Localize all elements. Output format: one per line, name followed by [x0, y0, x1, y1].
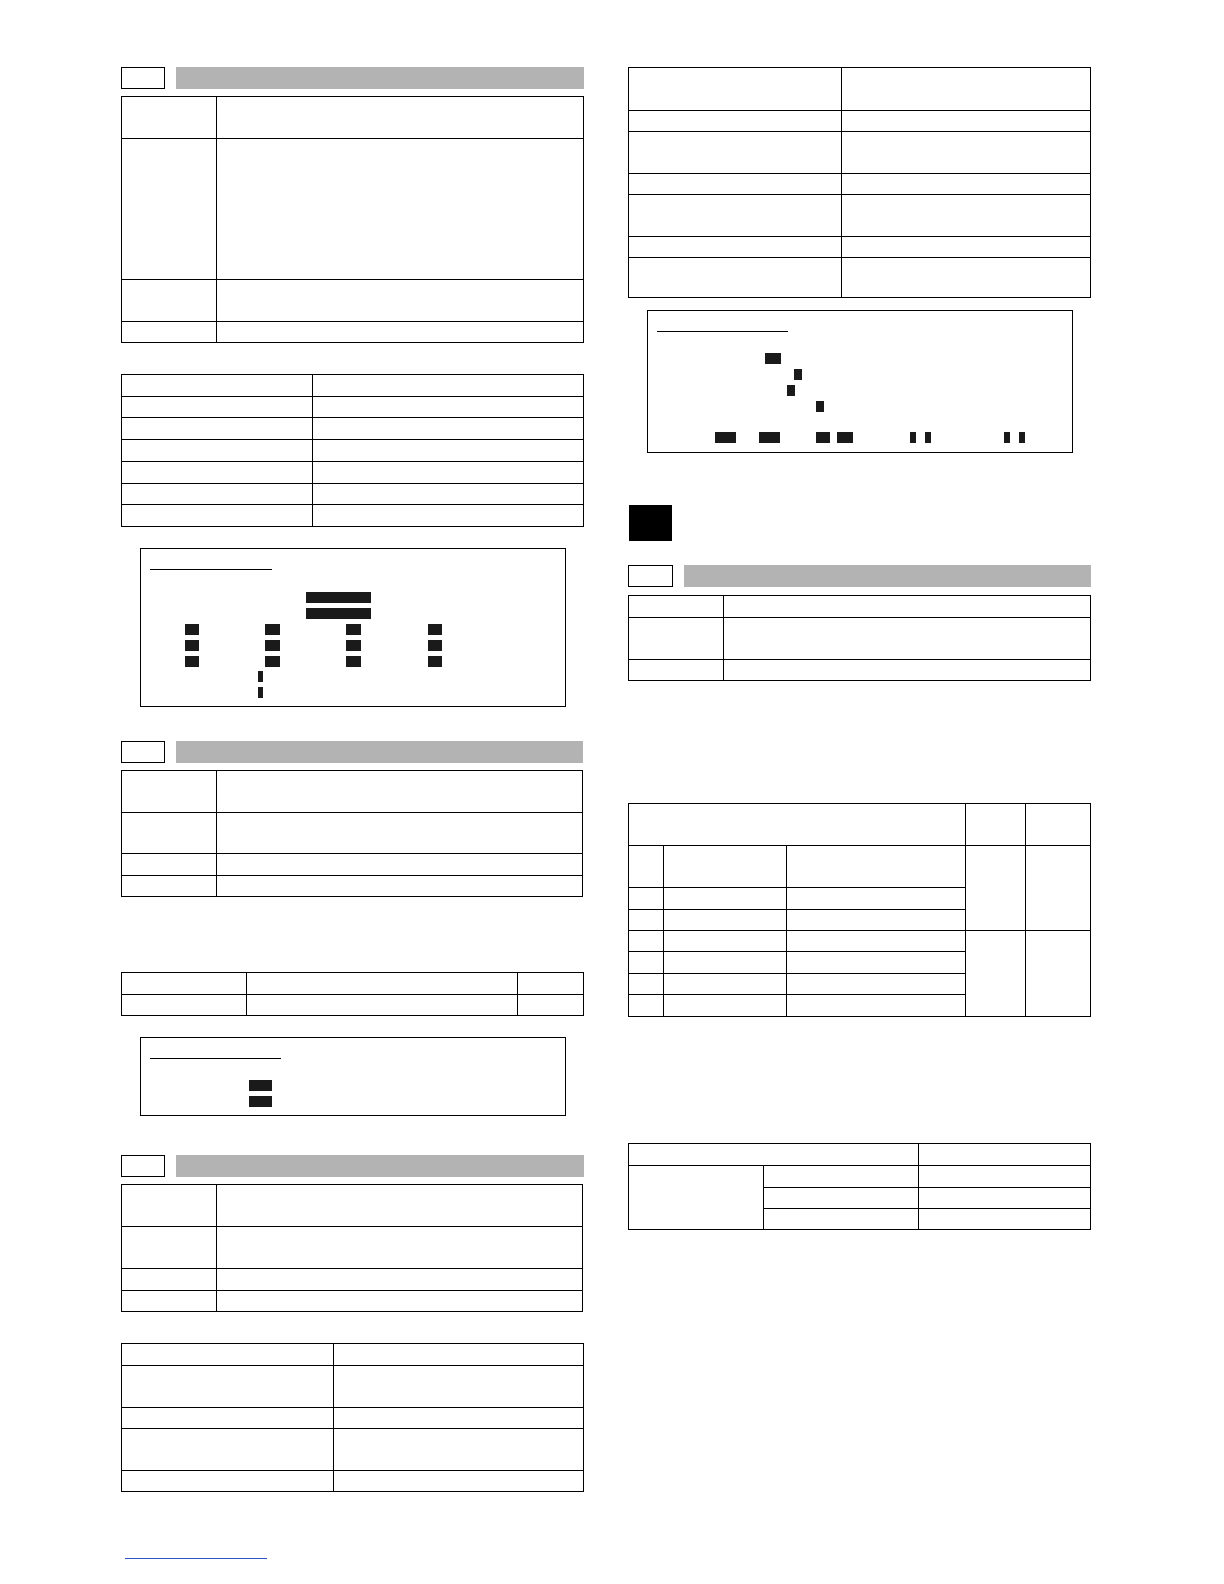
table-cell	[247, 994, 518, 1016]
table-cell	[122, 97, 217, 139]
table-cell	[764, 1188, 919, 1209]
table-cell	[122, 396, 313, 418]
section-1-number-box	[121, 67, 165, 89]
table-cell	[122, 854, 217, 876]
value-block	[346, 656, 361, 667]
table-cell	[629, 846, 664, 888]
table-cell	[629, 111, 842, 132]
value-block	[265, 640, 280, 651]
table-cell	[122, 440, 313, 462]
table-cell	[629, 1144, 919, 1166]
table-cell	[842, 174, 1091, 195]
section-1-display-panel	[140, 548, 566, 707]
table-cell	[764, 1166, 919, 1188]
table-cell	[217, 875, 583, 897]
value-block	[428, 656, 442, 667]
table-cell	[122, 994, 247, 1016]
value-block	[265, 624, 280, 635]
table-cell	[629, 804, 966, 846]
table-cell	[217, 97, 584, 139]
panel-title-underline	[657, 331, 788, 332]
cursor-block	[1004, 432, 1010, 443]
table-cell	[629, 237, 842, 258]
value-block	[759, 432, 780, 443]
footer-link[interactable]	[125, 1558, 267, 1559]
table-cell	[334, 1429, 584, 1471]
table-cell	[122, 1366, 334, 1408]
section-2-number-box	[121, 741, 165, 763]
table-cell	[842, 111, 1091, 132]
value-block	[185, 656, 199, 667]
table-cell	[764, 1209, 919, 1230]
table-cell	[122, 1429, 334, 1471]
table-cell	[842, 68, 1091, 111]
table-cell	[664, 995, 787, 1017]
table-cell	[313, 418, 584, 440]
table-cell	[629, 660, 724, 681]
table-cell	[122, 1471, 334, 1492]
table-cell	[787, 931, 966, 952]
section-3-title-bar	[176, 1155, 584, 1177]
section-2-info-table	[121, 770, 583, 897]
value-block	[249, 1096, 272, 1107]
table-cell	[518, 973, 584, 995]
table-cell	[724, 596, 1091, 618]
table-cell	[122, 322, 217, 343]
table-cell	[629, 618, 724, 660]
table-cell	[122, 1269, 217, 1291]
value-block	[249, 1080, 272, 1091]
table-cell	[122, 505, 313, 527]
table-cell	[664, 974, 787, 995]
cursor-block	[794, 369, 802, 380]
table-cell	[842, 132, 1091, 174]
table-cell	[1026, 804, 1091, 846]
table-cell	[122, 1185, 217, 1227]
section-3-continued-table	[628, 67, 1091, 298]
table-cell	[217, 1227, 583, 1269]
table-cell	[313, 505, 584, 527]
value-block	[837, 432, 853, 443]
table-cell	[313, 483, 584, 505]
table-cell	[724, 618, 1091, 660]
value-block	[265, 656, 280, 667]
table-cell	[919, 1209, 1091, 1230]
table-cell	[1026, 931, 1091, 1017]
value-block	[428, 640, 442, 651]
table-cell	[122, 139, 217, 280]
table-cell	[787, 995, 966, 1017]
table-cell	[787, 974, 966, 995]
table-cell	[664, 910, 787, 931]
section-4-value-table	[628, 1143, 1091, 1230]
table-cell	[919, 1188, 1091, 1209]
table-cell	[122, 813, 217, 854]
section-2-display-panel	[140, 1037, 566, 1116]
table-cell	[122, 483, 313, 505]
cursor-block	[925, 432, 931, 443]
section-4-info-table	[628, 595, 1091, 681]
panel-title-underline	[150, 569, 272, 570]
value-block	[816, 432, 830, 443]
table-cell	[122, 280, 217, 322]
section-1-item-table	[121, 374, 584, 527]
table-cell	[334, 1408, 584, 1429]
table-cell	[334, 1366, 584, 1408]
section-4-setting-table	[628, 803, 1091, 1017]
cursor-block	[258, 687, 263, 698]
section-1-title-bar	[176, 67, 584, 89]
table-cell	[842, 195, 1091, 237]
table-cell	[842, 258, 1091, 298]
table-cell	[313, 375, 584, 397]
table-cell	[724, 660, 1091, 681]
highlight-block	[306, 592, 371, 603]
value-block	[185, 624, 199, 635]
section-4-number-box	[628, 565, 673, 587]
cursor-block	[1019, 432, 1025, 443]
table-cell	[629, 995, 664, 1017]
section-1-info-table	[121, 96, 584, 343]
table-cell	[664, 888, 787, 910]
section-4-title-bar	[684, 565, 1091, 587]
table-cell	[919, 1144, 1091, 1166]
value-block	[765, 353, 781, 364]
section-marker	[629, 505, 672, 541]
table-cell	[787, 952, 966, 974]
table-cell	[217, 771, 583, 813]
value-block	[346, 640, 361, 651]
table-cell	[629, 974, 664, 995]
table-cell	[122, 1290, 217, 1312]
table-cell	[217, 1269, 583, 1291]
panel-title-underline	[150, 1058, 281, 1059]
value-block	[715, 432, 736, 443]
table-cell	[629, 596, 724, 618]
table-cell	[122, 375, 313, 397]
table-cell	[313, 396, 584, 418]
table-cell	[122, 461, 313, 483]
highlight-block	[306, 608, 371, 619]
section-3-number-box	[121, 1155, 165, 1177]
table-cell	[629, 952, 664, 974]
table-cell	[842, 237, 1091, 258]
table-cell	[313, 461, 584, 483]
table-cell	[217, 280, 584, 322]
value-block	[428, 624, 442, 635]
section-3-display-panel	[647, 310, 1073, 453]
section-2-item-table	[121, 972, 584, 1016]
table-cell	[966, 931, 1026, 1017]
table-cell	[518, 994, 584, 1016]
table-cell	[334, 1344, 584, 1366]
table-cell	[629, 174, 842, 195]
value-block	[346, 624, 361, 635]
table-cell	[664, 846, 787, 888]
table-cell	[787, 910, 966, 931]
table-cell	[787, 888, 966, 910]
table-cell	[787, 846, 966, 888]
table-cell	[629, 132, 842, 174]
table-cell	[629, 910, 664, 931]
table-cell	[629, 888, 664, 910]
table-cell	[217, 1185, 583, 1227]
section-3-item-table	[121, 1343, 584, 1492]
table-cell	[122, 875, 217, 897]
table-cell	[1026, 846, 1091, 931]
cursor-block	[258, 671, 263, 682]
table-cell	[919, 1166, 1091, 1188]
table-cell	[217, 854, 583, 876]
table-cell	[629, 1166, 764, 1230]
table-cell	[122, 1408, 334, 1429]
table-cell	[122, 771, 217, 813]
table-cell	[217, 1290, 583, 1312]
value-block	[185, 640, 199, 651]
table-cell	[629, 195, 842, 237]
cursor-block	[910, 432, 916, 443]
table-cell	[629, 258, 842, 298]
table-cell	[629, 68, 842, 111]
table-cell	[247, 973, 518, 995]
table-cell	[664, 952, 787, 974]
cursor-block	[787, 385, 795, 396]
table-cell	[334, 1471, 584, 1492]
section-2-title-bar	[176, 741, 583, 763]
table-cell	[122, 1227, 217, 1269]
table-cell	[122, 1344, 334, 1366]
table-cell	[664, 931, 787, 952]
table-cell	[966, 846, 1026, 931]
table-cell	[313, 440, 584, 462]
table-cell	[122, 973, 247, 995]
table-cell	[217, 322, 584, 343]
table-cell	[122, 418, 313, 440]
table-cell	[966, 804, 1026, 846]
table-cell	[629, 931, 664, 952]
section-3-info-table	[121, 1184, 583, 1312]
cursor-block	[816, 401, 824, 412]
table-cell	[217, 813, 583, 854]
table-cell	[217, 139, 584, 280]
